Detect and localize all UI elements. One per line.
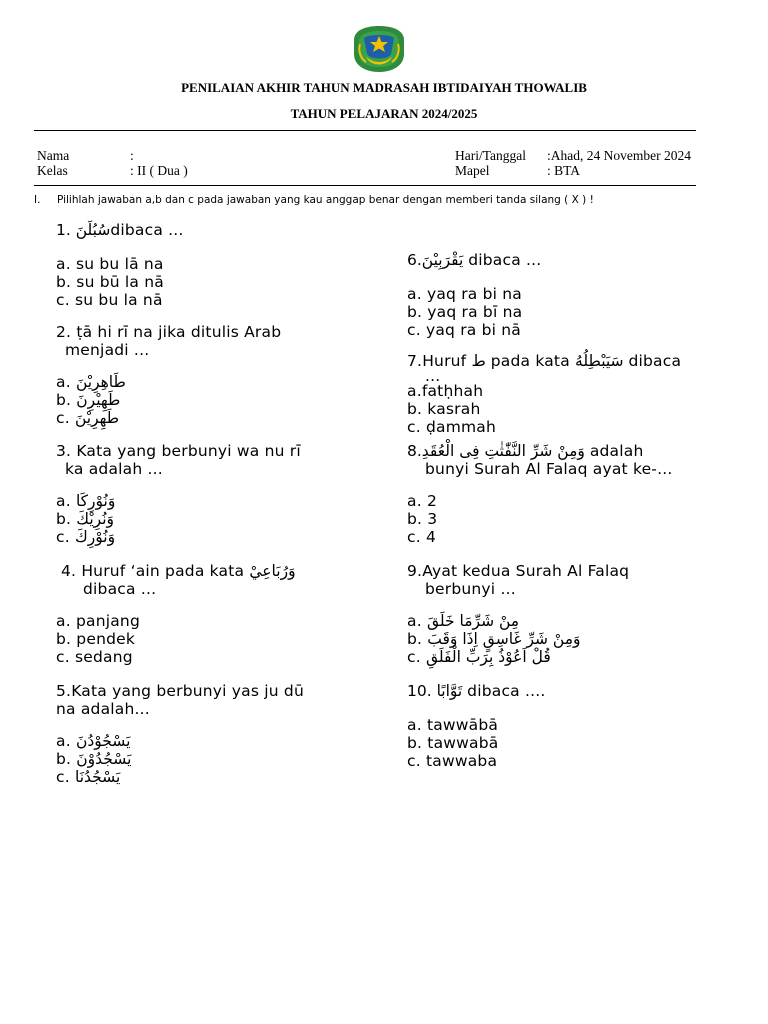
question-1 xyxy=(56,221,184,309)
option-b[interactable]: b. وَنُرِيْكَ xyxy=(56,510,115,528)
option-a[interactable]: a. yaq ra bi na xyxy=(407,285,522,303)
option-c[interactable]: c. su bu la nā xyxy=(56,291,163,309)
instruction xyxy=(34,194,594,206)
madrasah-logo xyxy=(350,24,408,74)
option-c[interactable]: c. قُلْ اَعُوْذُ بِرَبِّ الْفَلَقِ xyxy=(407,648,551,666)
question-text-cont: menjadi ... xyxy=(65,341,150,359)
option-c[interactable]: c. sedang xyxy=(56,648,133,666)
question-text: 9.Ayat kedua Surah Al Falaq xyxy=(407,562,630,580)
question-10 xyxy=(407,682,546,770)
option-c[interactable]: c. وَنُوْرِكَ xyxy=(56,528,116,546)
divider-bottom xyxy=(34,185,696,186)
option-a[interactable]: a. tawwābā xyxy=(407,716,499,734)
option-c[interactable]: c. tawwaba xyxy=(407,752,498,770)
question-text: 5.Kata yang berbunyi yas ju dū xyxy=(56,682,304,700)
option-a[interactable]: a. su bu lā na xyxy=(56,255,164,273)
question-6 xyxy=(407,251,541,339)
instruction-text: Pilihlah jawaban a,b dan c pada jawaban yang kau anggap benar dengan memberi tanda silang ( X ) ! xyxy=(57,194,594,206)
question-2 xyxy=(56,323,281,427)
question-text: 2. ṭā hi rī na jika ditulis Arab xyxy=(56,323,282,341)
question-text-cont: berbunyi ... xyxy=(425,580,516,598)
kelas-label: Kelas xyxy=(37,163,68,178)
option-c[interactable]: c. ḍammah xyxy=(407,418,497,436)
question-text: 3. Kata yang berbunyi wa nu rī xyxy=(56,442,301,460)
question-text-cont: na adalah... xyxy=(56,700,150,718)
question-text-cont: ... xyxy=(425,367,441,385)
option-c[interactable]: c. طَهِرِيْنَ xyxy=(56,409,120,427)
option-a[interactable]: a. وَنُوْرِكَا xyxy=(56,492,116,510)
option-c[interactable]: c. yaq ra bi nā xyxy=(407,321,522,339)
exam-title: PENILAIAN AKHIR TAHUN MADRASAH IBTIDAIYAH THOWALIB xyxy=(181,80,587,95)
option-a[interactable]: a. panjang xyxy=(56,612,140,630)
nama-separator: : xyxy=(130,148,134,163)
option-a[interactable]: a. يَسْجُوْدُنَ xyxy=(56,732,131,750)
question-text: 7.Huruf ط pada kata سَيَبْطِلُهُ dibaca xyxy=(407,352,682,370)
question-text: 8.وَمِنْ شَرِّ النَّفّٰثٰتِ فِى الْعُقَدِ adalah xyxy=(407,442,644,460)
question-text: 1. سُبُلَنَdibaca ... xyxy=(56,221,184,239)
question-8 xyxy=(407,442,672,546)
option-b[interactable]: b. يَسْجُدُوْنَ xyxy=(56,750,132,768)
hari-tanggal-value: :Ahad, 24 November 2024 xyxy=(547,148,691,163)
option-a[interactable]: a. طَاهِرِيْنَ xyxy=(56,373,126,391)
option-b[interactable]: b. pendek xyxy=(56,630,136,648)
option-b[interactable]: b. طَهِيْرِنَ xyxy=(56,391,121,409)
question-7 xyxy=(407,352,681,436)
question-3 xyxy=(56,442,301,546)
question-text: 10. تَوَّابًا dibaca .... xyxy=(407,682,546,700)
hari-tanggal-label: Hari/Tanggal xyxy=(455,148,527,163)
option-a[interactable]: a.fatḥhah xyxy=(407,382,484,400)
option-b[interactable]: b. 3 xyxy=(407,510,438,528)
question-text: 4. Huruf ‘ain pada kata وَرُبَاعِيْ xyxy=(61,562,296,580)
question-text-cont: bunyi Surah Al Falaq ayat ke-... xyxy=(425,460,673,478)
mapel-label: Mapel xyxy=(455,163,490,178)
nama-label: Nama xyxy=(37,148,70,163)
question-text: 6.يَقْرَبِيْنَ dibaca ... xyxy=(407,251,542,269)
mapel-value: : BTA xyxy=(547,163,581,178)
kelas-value: : II ( Dua ) xyxy=(130,163,188,178)
question-9 xyxy=(407,562,629,666)
question-4 xyxy=(56,562,296,666)
option-a[interactable]: a. مِنْ شَرِّمَا خَلَقَ xyxy=(407,612,520,630)
option-a[interactable]: a. 2 xyxy=(407,492,438,510)
question-text-cont: dibaca ... xyxy=(83,580,157,598)
option-b[interactable]: b. tawwabā xyxy=(407,734,499,752)
question-text-cont: ka adalah ... xyxy=(65,460,163,478)
option-b[interactable]: b. yaq ra bī na xyxy=(407,303,523,321)
instruction-number: I. xyxy=(34,194,41,206)
option-b[interactable]: b. su bū la nā xyxy=(56,273,164,291)
option-c[interactable]: c. 4 xyxy=(407,528,437,546)
option-c[interactable]: c. يَسْجُدُنَا xyxy=(56,768,121,786)
divider-top xyxy=(34,130,696,131)
question-5 xyxy=(56,682,304,786)
academic-year: TAHUN PELAJARAN 2024/2025 xyxy=(290,106,478,121)
option-b[interactable]: b. وَمِنْ شَرِّ غَاسِقٍ اِذَا وَقَبَ xyxy=(407,630,581,648)
option-b[interactable]: b. kasrah xyxy=(407,400,481,418)
